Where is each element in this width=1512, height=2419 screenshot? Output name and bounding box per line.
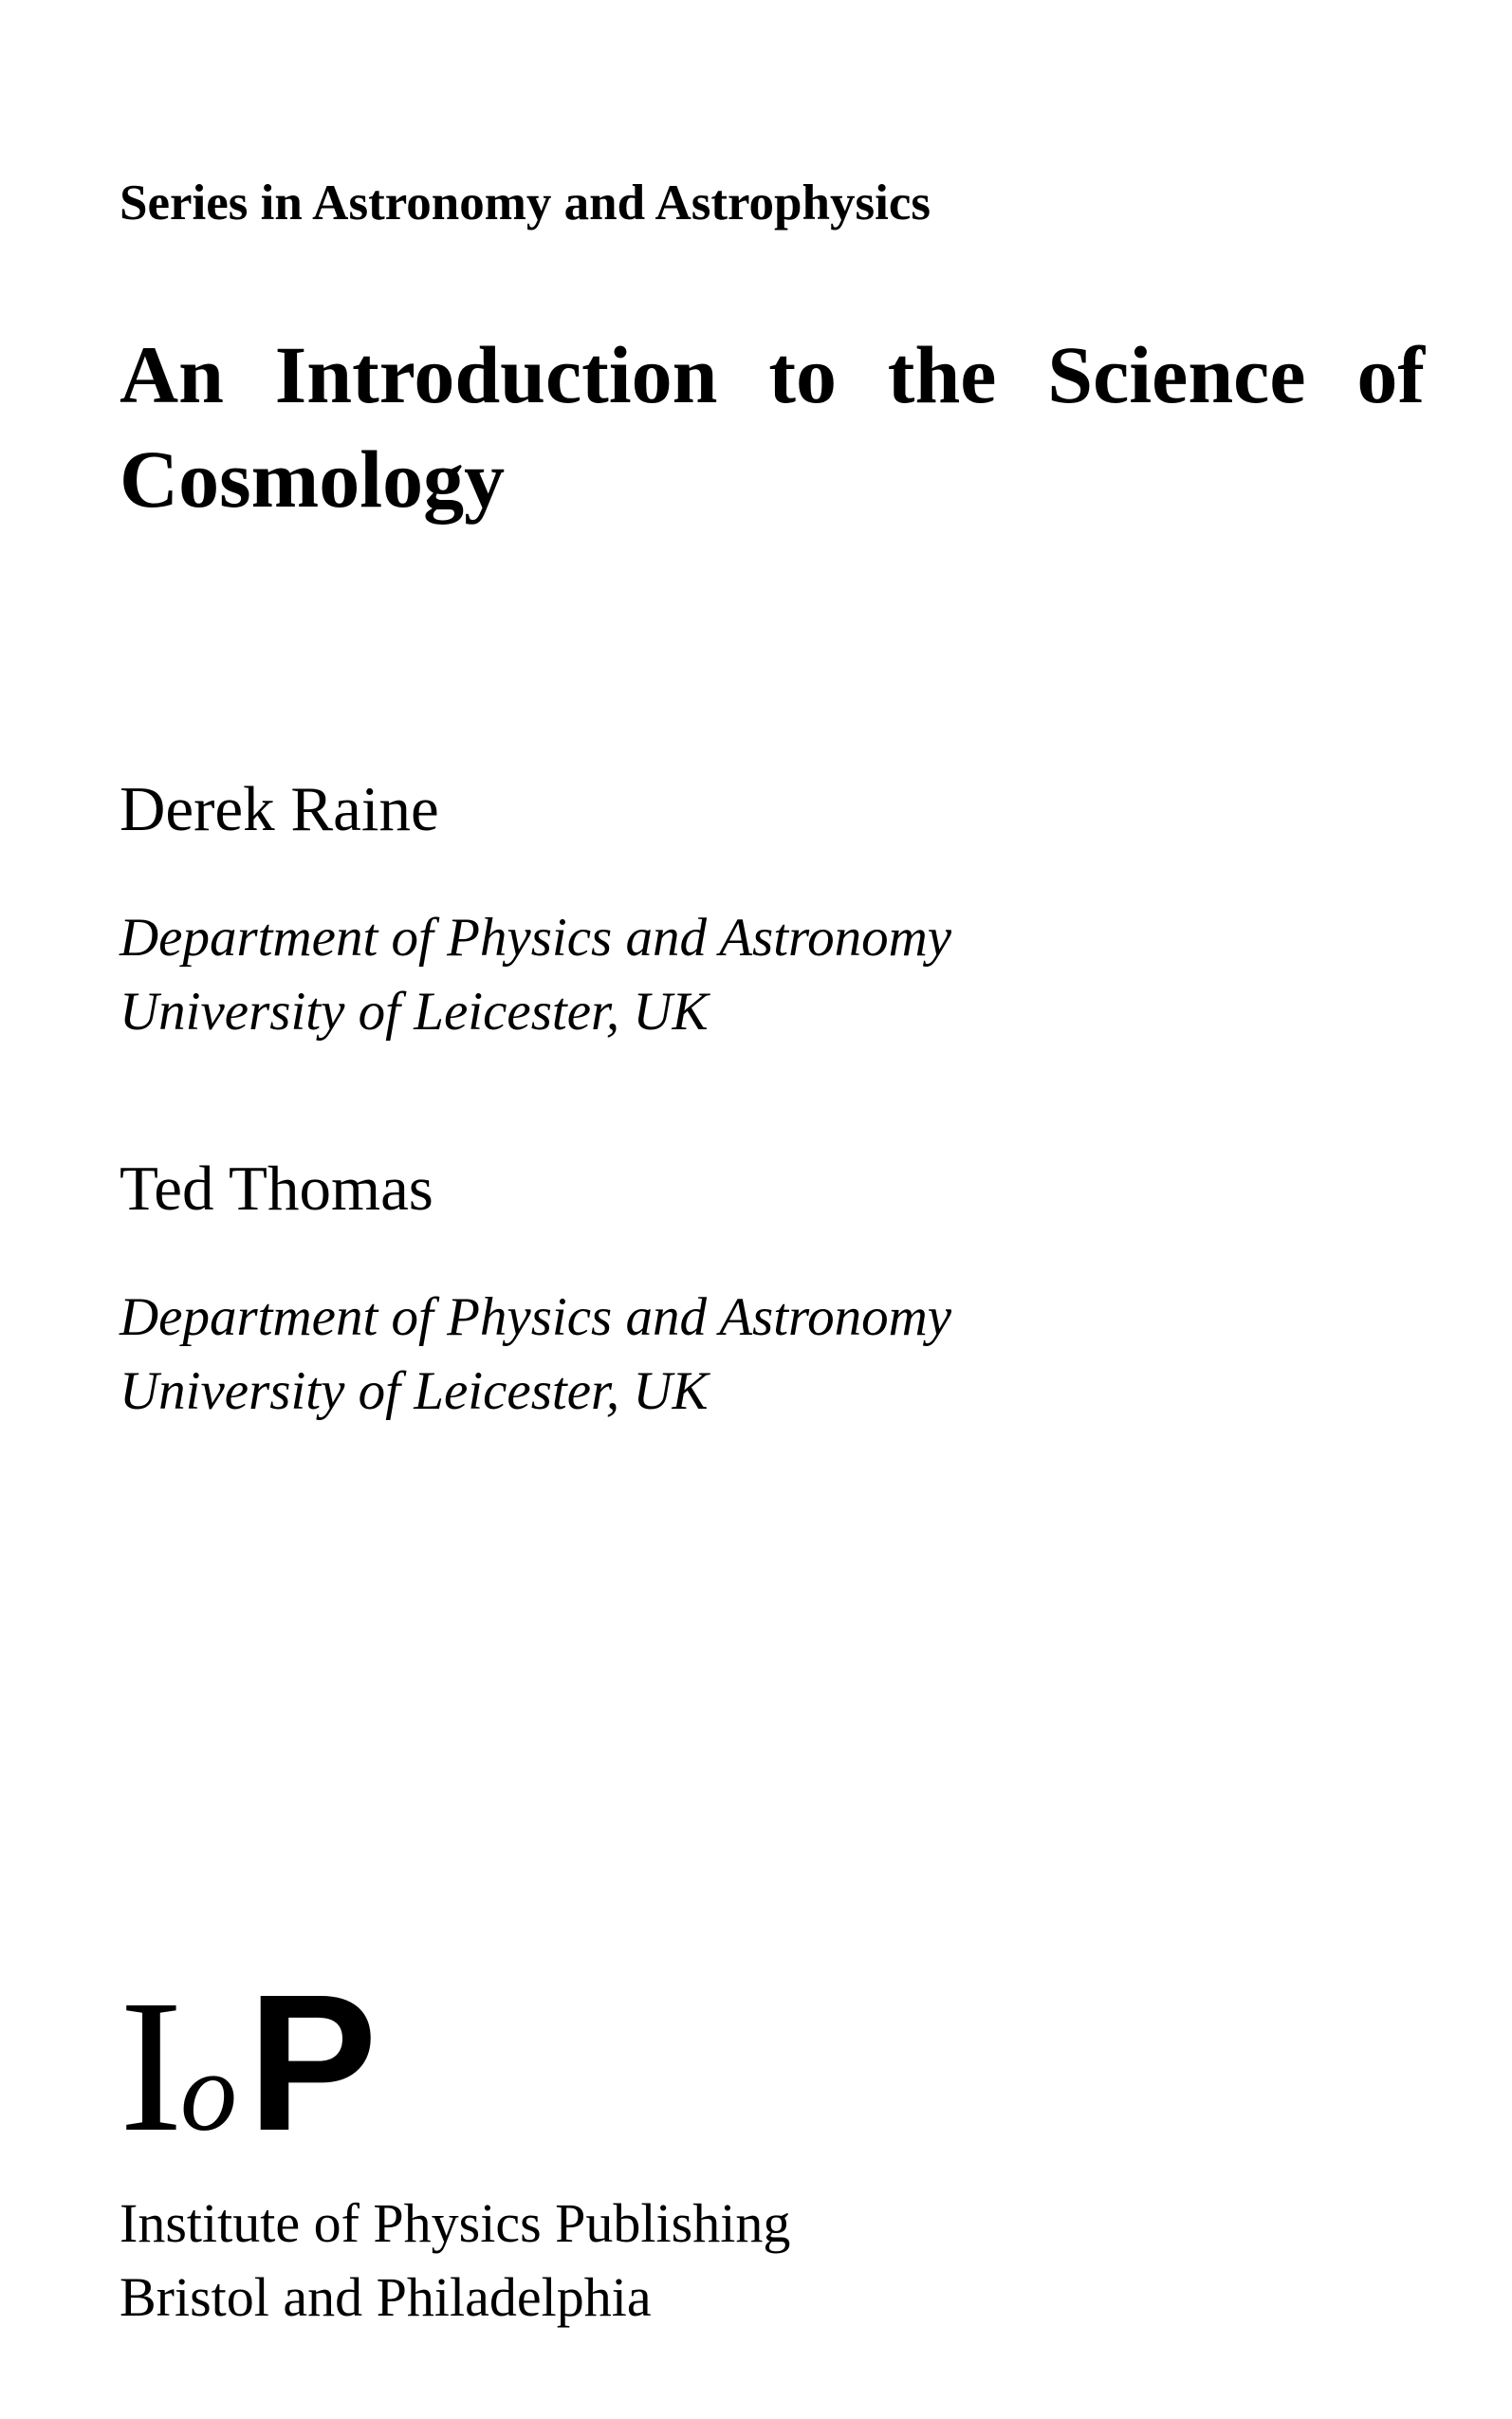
author-name-1: Derek Raine	[120, 774, 439, 844]
book-title-line-1: An Introduction to the Science of	[120, 329, 1425, 420]
svg-text:I: I	[120, 1973, 183, 2144]
publisher-location: Bristol and Philadelphia	[120, 2266, 652, 2328]
affiliation-university: University of Leicester, UK	[120, 982, 709, 1042]
affiliation-university: University of Leicester, UK	[120, 1361, 709, 1421]
book-title-line-2: Cosmology	[120, 434, 506, 525]
book-title	[120, 323, 1425, 531]
series-name: Series in Astronomy and Astrophysics	[120, 175, 931, 231]
svg-text:o: o	[180, 2028, 237, 2144]
author-affiliation-1	[120, 901, 951, 1049]
publisher-name: Institute of Physics Publishing	[120, 2192, 791, 2254]
affiliation-department: Department of Physics and Astronomy	[120, 1287, 952, 1347]
author-name-2: Ted Thomas	[120, 1154, 433, 1224]
publisher-info	[120, 2187, 790, 2335]
affiliation-department: Department of Physics and Astronomy	[120, 908, 952, 968]
svg-text:P: P	[248, 1973, 378, 2144]
iop-logo	[120, 1973, 395, 2144]
author-affiliation-2	[120, 1281, 951, 1429]
